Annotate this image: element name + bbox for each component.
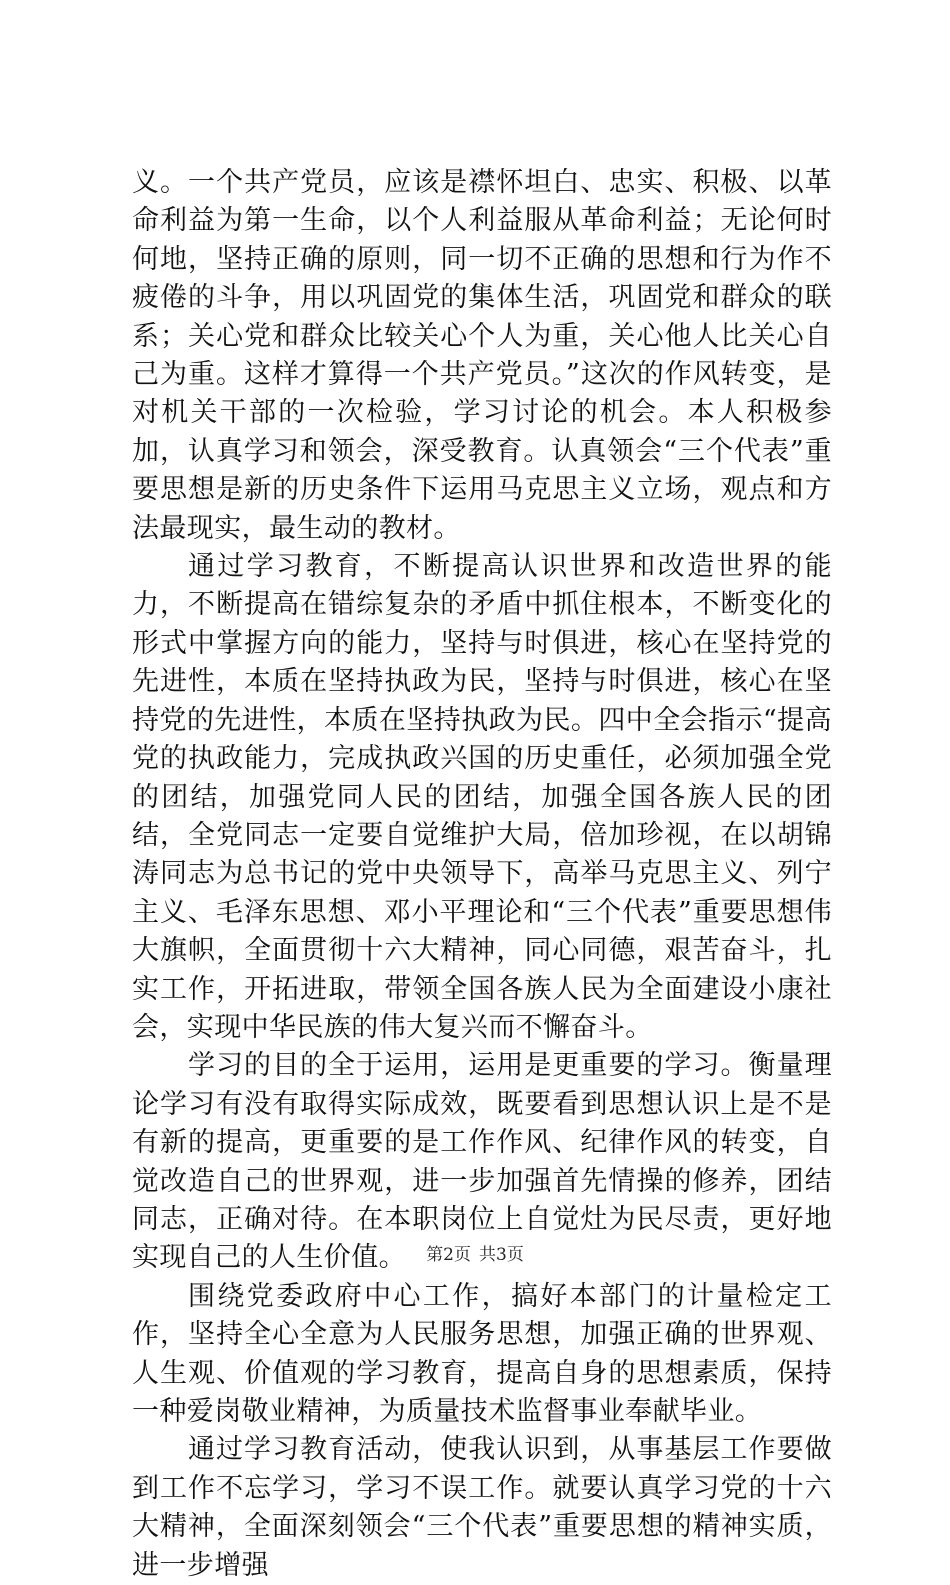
paragraph-3: 学习的目的全于运用，运用是更重要的学习。衡量理论学习有没有取得实际成效，既要看到思想认识上是不是有新的提高，更重要的是工作作风、纪律作风的转变，自觉改造自己的世界观，进一步加强首先情操的修养，团结同志，正确对待。在本职岗位上自觉灶为民尽责，更好地实现自己的人生价值。 (132, 1050, 832, 1274)
paragraph-5: 通过学习教育活动，使我认识到，从事基层工作要做到工作不忘学习，学习不误工作。就要认真学习党的十六大精神，全面深刻领会“三个代表”重要思想的精神实质，进一步增强 (132, 1434, 832, 1581)
paragraph-1: 义。一个共产党员，应该是襟怀坦白、忠实、积极、以革命利益为第一生命，以个人利益服从革命利益；无论何时何地，坚持正确的原则，同一切不正确的思想和行为作不疲倦的斗争，用以巩固党的集体生活，巩固党和群众的联系；关心党和群众比较关心个人为重，关心他人比关心自己为重。这样才算得一个共产党员。”这次的作风转变，是对机关干部的一次检验，学习讨论的机会。本人积极参加，认真学习和领会，深受教育。认真领会“三个代表”重要思想是新的历史条件下运用马克思主义立场，观点和方法最现实，最生动的教材。 (132, 167, 832, 544)
paragraph-4: 围绕党委政府中心工作，搞好本部门的计量检定工作，坚持全心全意为人民服务思想，加强正确的世界观、人生观、价值观的学习教育，提高自身的思想素质，保持一种爱岗敬业精神，为质量技术监督事业奉献毕业。 (132, 1280, 832, 1427)
page-number-current: 第2页 (426, 1245, 471, 1265)
document-body (132, 164, 832, 1585)
page-footer (0, 1243, 950, 1267)
paragraph-2: 通过学习教育，不断提高认识世界和改造世界的能力，不断提高在错综复杂的矛盾中抓住根本，不断变化的形式中掌握方向的能力，坚持与时俱进，核心在坚持党的先进性，本质在坚持执政为民，坚持与时俱进，核心在坚持党的先进性，本质在坚持执政为民。四中全会指示“提高党的执政能力，完成执政兴国的历史重任，必须加强全党的团结，加强党同人民的团结，加强全国各族人民的团结，全党同志一定要自觉维护大局，倍加珍视，在以胡锦涛同志为总书记的党中央领导下，高举马克思主义、列宁主义、毛泽东思想、邓小平理论和“三个代表”重要思想伟大旗帜，全面贯彻十六大精神，同心同德，艰苦奋斗，扎实工作，开拓进取，带领全国各族人民为全面建设小康社会，实现中华民族的伟大复兴而不懈奋斗。 (132, 551, 832, 1043)
page-number-total: 共3页 (479, 1245, 524, 1265)
